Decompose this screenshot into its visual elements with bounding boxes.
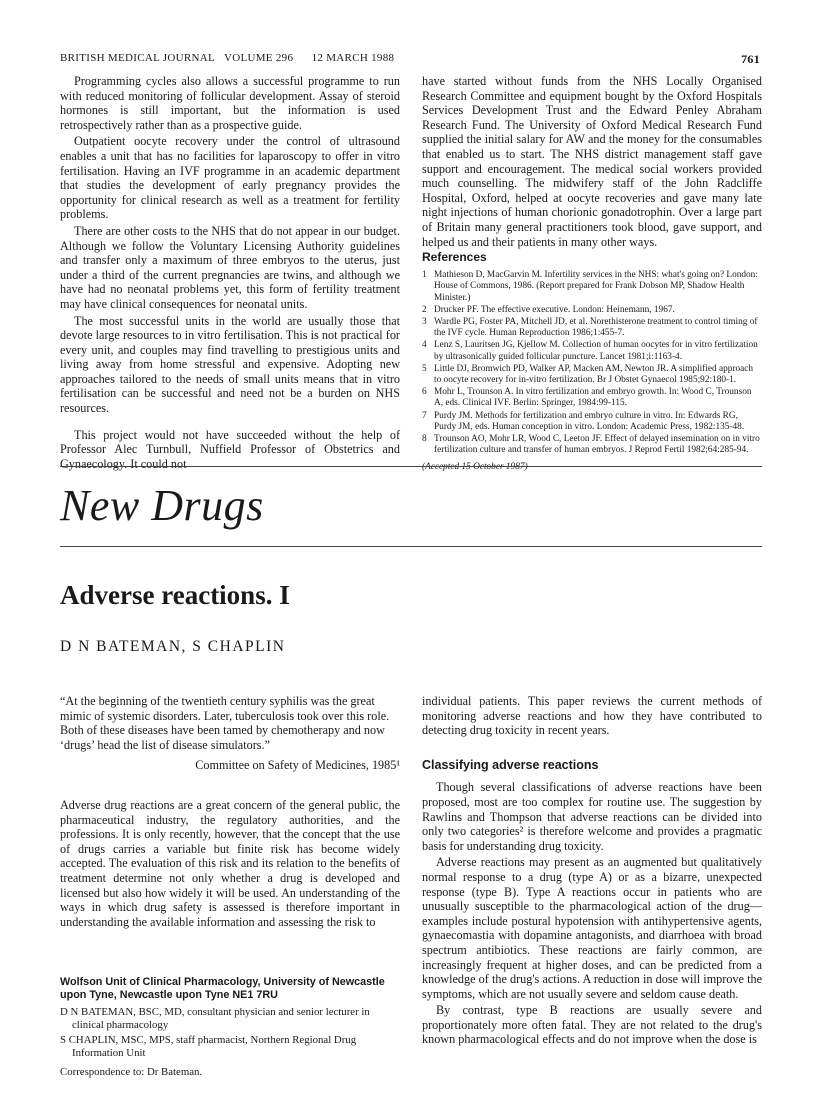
epigraph <box>60 694 400 773</box>
running-header <box>60 52 760 64</box>
author-affiliation: D N BATEMAN, BSC, MD, consultant physician and senior lecturer in clinical pharmacology <box>60 1006 370 1031</box>
paragraph: By contrast, type B reactions are usually severe and proportionately more often fatal. They are not related to the drug's known pharmacological effects and do not improve when the dose is <box>422 1003 762 1047</box>
right-column-article <box>422 694 762 1047</box>
paragraph: Adverse drug reactions are a great concern of the general public, the pharmaceutical industry, the regulatory authorities, and the professions. It is only recently, however, that the concept that the use of drugs carries a variable but finite risk has become widely accepted. The evaluation of this risk and its relation to the benefits of treatment determine not only whether a drug is developed and licensed but also how widely it will be used. An understanding of the ways in which drug safety is assessed is therefore important in understanding the available information and assessing the risk to <box>60 798 400 929</box>
paragraph: Adverse reactions may present as an augmented but qualitatively normal response to a drug (type A) or as a bizarre, unexpected response (type B). Type A reactions occur in patients who are unusually susceptible to the pharmacological action of the drug—examples include postural hypotension with antihypertensive agents, gynaecomastia with dopamine antagonists, and diarrhoea with broad spectrum antibiotics. These reactions are fairly common, are increasingly frequent at higher doses, and can be predicted from a knowledge of the drug's actions. A reduction in dose will improve the symptoms, which are not usually severe and seldom cause death. <box>422 855 762 1001</box>
reference-item: 3 Wardle PG, Foster PA, Mitchell JD, et al. Norethisterone treatment to control timing of the IVF cycle. Human Reproduction 1986;1:455-7. <box>422 317 758 339</box>
section-rule-top <box>60 466 762 467</box>
page-number: 761 <box>741 52 760 66</box>
intro-paragraph <box>60 798 400 929</box>
institution: Wolfson Unit of Clinical Pharmacology, University of Newcastle upon Tyne, Newcastle upon Tyne NE1 7RU <box>60 976 385 1001</box>
right-column-top <box>422 74 762 249</box>
epigraph-text: “At the beginning of the twentieth century syphilis was the great mimic of systemic disorders. Later, tuberculosis took over this role. Both of these diseases have been tamed by chemotherapy and now ‘drugs’ head the list of disease simulators.” <box>60 694 390 752</box>
author-affiliation: S CHAPLIN, MSC, MPS, staff pharmacist, Northern Regional Drug Information Unit <box>60 1034 357 1059</box>
paragraph: There are other costs to the NHS that do not appear in our budget. Although we follow the Voluntary Licensing Authority guidelines and transfer only a maximum of three embryos to the uterus, just under a third of the current pregnancies are twins, and although we have had no neonatal problems yet, this form of fertility treatment may have clinical consequences for neonatal units. <box>60 223 400 311</box>
section-rule-bottom <box>60 546 762 547</box>
references-heading: References <box>422 250 487 264</box>
reference-item: 2 Drucker PF. The effective executive. London: Heinemann, 1967. <box>422 304 675 315</box>
references <box>422 252 762 474</box>
accepted-date: (Accepted 15 October 1987) <box>422 462 528 473</box>
subheading: Classifying adverse reactions <box>422 757 599 772</box>
acknowledgment-start: This project would not have succeeded without the help of Professor Alec Turnbull, Nuffield Professor of Obstetrics and Gynaecology. It could not <box>60 427 400 471</box>
authors: D N BATEMAN, S CHAPLIN <box>60 638 286 655</box>
epigraph-attribution: Committee on Safety of Medicines, 1985¹ <box>195 758 400 773</box>
reference-item: 7 Purdy JM. Methods for fertilization and embryo culture in vitro. In: Edwards RG, Purdy JM, eds. Human conception in vitro. London: Academic Press, 1982:135-48. <box>422 410 745 432</box>
paragraph: Outpatient oocyte recovery under the control of ultrasound enables a unit that has no facilities for laparoscopy to offer in vitro fertilisation. Having an IVF programme in an academic department that studies the development of early pregnancy provides the opportunity for clinical research as well as a treatment for fertility problems. <box>60 134 400 222</box>
article-title: Adverse reactions. I <box>60 580 290 610</box>
paragraph: Though several classifications of adverse reactions have been proposed, most are too complex for routine use. The suggestion by Rawlins and Thompson that adverse reactions can be divided into only two categories² is therefore welcome and provides a pragmatic basis for understanding drug toxicity. <box>422 780 762 853</box>
reference-item: 4 Lenz S, Lauritsen JG, Kjellow M. Collection of human oocytes for in vitro fertilization by ultrasonically guided follicular puncture. Lancet 1981;i:1163-4. <box>422 340 758 362</box>
reference-item: 6 Mohr L, Trounson A. In vitro fertilization and embryo growth. In: Wood C, Trounson A, eds. Clinical IVF. Berlin: Springer, 1984:99-115. <box>422 387 752 409</box>
journal-name: BRITISH MEDICAL JOURNAL <box>60 52 215 64</box>
paragraph: Programming cycles also allows a successful programme to run with reduced monitoring of follicular development. Assay of steroid hormones is still important, but the information is used retrospectively rather than as a prospective guide. <box>60 74 400 132</box>
reference-item: 8 Trounson AO, Mohr LR, Wood C, Leeton JF. Effect of delayed insemination on in vitro fertilization culture and transfer of human embryos. J Reprod Fertil 1982;64:285-94. <box>422 434 760 456</box>
left-column-top <box>60 74 400 471</box>
paragraph: The most successful units in the world are usually those that devote large resources to in vitro fertilisation. This is not practical for every unit, and couples may find travelling to prestigious units and living away from home stressful and expensive. Adopting new approaches tailored to the needs of small units means that in vitro fertilisation can be successful and need not be a burden on NHS resources. <box>60 313 400 416</box>
section-title: New Drugs <box>60 481 264 530</box>
journal-date: 12 MARCH 1988 <box>311 52 395 64</box>
correspondence: Correspondence to: Dr Bateman. <box>60 1066 203 1078</box>
acknowledgment-continued: have started without funds from the NHS Locally Organised Research Committee and equipment bought by the Oxford Hospitals Services Development Trust and the Edward Penley Abraham Research Fund. The University of Oxford Medical Research Fund supplied the initial salary for AW and the money for the consumables that enabled us to start. The NHS district management staff gave support and encouragement. The medical social workers provided much counselling. The midwifery staff of the John Radcliffe Hospital, Oxford, helped at oocyte recoveries and gave many late night injections of human chorionic gonadotrophin. Over a large part of Britain many general practitioners took blood, gave support, and helped us and their patients in many other ways. <box>422 74 762 249</box>
reference-item: 1 Mathieson D, MacGarvin M. Infertility services in the NHS: what's going on? London: House of Commons, 1986. (Report prepared for Frank Dobson MP, Shadow Health Minister.) <box>422 270 758 303</box>
intro-continued: individual patients. This paper reviews the current methods of monitoring adverse reactions and how they have contributed to detecting drug toxicity in recent years. <box>422 694 762 738</box>
journal-volume: VOLUME 296 <box>223 52 294 64</box>
reference-item: 5 Little DJ, Bromwich PD, Walker AP, Macken AM, Newton JR. A simplified approach to oocyte recovery for in-vitro fertilization. Br J Obstet Gynaecol 1985;92:180-1. <box>422 363 754 386</box>
affiliation <box>60 976 400 1079</box>
